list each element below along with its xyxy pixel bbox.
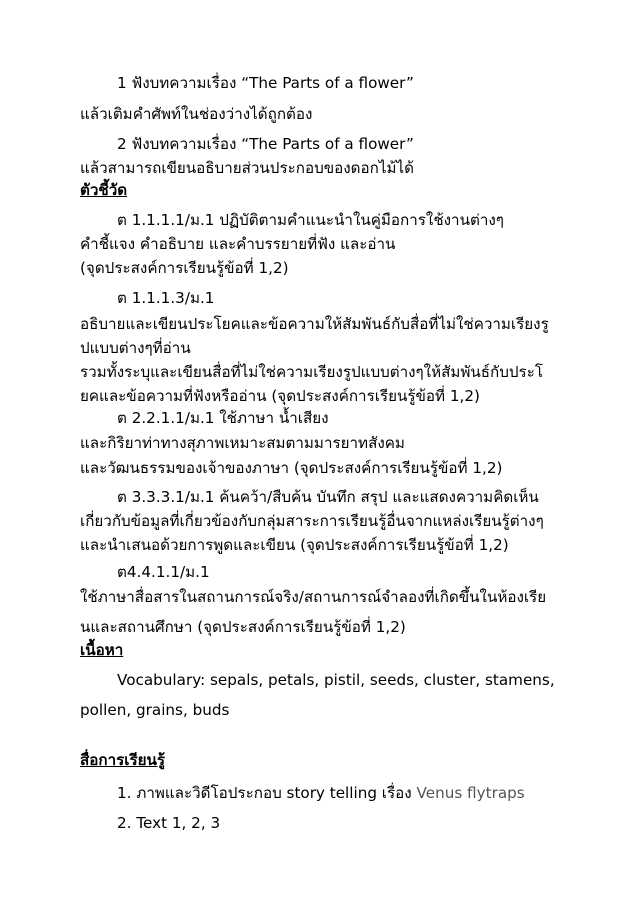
content-heading: เนื้อหา: [80, 641, 124, 659]
indicator-1-line-2: คำชี้แจง คำอธิบาย และคำบรรยายที่ฟัง และอ่าน: [80, 235, 396, 253]
objective-1-line-2: แล้วเติมคำศัพท์ในช่องว่างได้ถูกต้อง: [80, 105, 313, 123]
indicator-4-line-3: และนำเสนอด้วยการพูดและเขียน (จุดประสงค์การเรียนรู้ข้อที่ 1,2): [80, 536, 509, 554]
indicator-1-line-3: (จุดประสงค์การเรียนรู้ข้อที่ 1,2): [80, 259, 289, 277]
vocabulary-line-1: Vocabulary: sepals, petals, pistil, seeds, cluster, stamens,: [117, 671, 555, 689]
indicator-1-line-1: ต 1.1.1.1/ม.1 ปฏิบัติตามคำแนะนำในคู่มือการใช้งานต่างๆ: [117, 211, 504, 229]
indicator-2-line-3: ปแบบต่างๆที่อ่าน: [80, 339, 191, 357]
indicator-2-line-4: รวมทั้งระบุและเขียนสื่อที่ไม่ใช่ความเรียงรูปแบบต่างๆให้สัมพันธ์กับประโ: [80, 363, 544, 381]
indicator-2-line-2: อธิบายและเขียนประโยคและข้อความให้สัมพันธ์กับสื่อที่ไม่ใช่ความเรียงรู: [80, 315, 549, 333]
indicator-5-line-2: ใช้ภาษาสื่อสารในสถานการณ์จริง/สถานการณ์จำลองที่เกิดขึ้นในห้องเรีย: [80, 588, 547, 606]
objective-2-line-1: 2 ฟังบทความเรื่อง “The Parts of a flower”: [117, 135, 414, 153]
vocabulary-line-2: pollen, grains, buds: [80, 701, 230, 719]
media-item-2: [117, 813, 220, 833]
indicator-4-line-2: เกี่ยวกับข้อมูลที่เกี่ยวข้องกับกลุ่มสาระการเรียนรู้อื่นจากแหล่งเรียนรู้ต่างๆ: [80, 512, 544, 530]
indicator-2-line-5: ยคและข้อความที่ฟังหรืออ่าน (จุดประสงค์การเรียนรู้ข้อที่ 1,2): [80, 387, 480, 405]
media-heading: สื่อการเรียนรู้: [80, 751, 166, 769]
indicator-5-line-1: ต4.4.1.1/ม.1: [117, 563, 210, 581]
indicator-3-line-3: และวัฒนธรรมของเจ้าของภาษา (จุดประสงค์การเรียนรู้ข้อที่ 1,2): [80, 459, 503, 477]
indicator-4-line-1: ต 3.3.3.1/ม.1 ค้นคว้า/สืบค้น บันทึก สรุป และแสดงความคิดเห็น: [117, 488, 539, 506]
media-item-1: [117, 783, 525, 803]
indicator-2-line-1: ต 1.1.1.3/ม.1: [117, 289, 215, 307]
media-item-1-text: 1. ภาพและวิดีโอประกอบ story telling เรื่อง: [117, 784, 417, 802]
media-item-2-text: 2. Text 1, 2, 3: [117, 814, 221, 832]
media-item-1-highlight: Venus flytraps: [416, 784, 525, 802]
indicator-3-line-2: และกิริยาท่าทางสุภาพเหมาะสมตามมารยาทสังคม: [80, 434, 405, 452]
indicator-5-line-3: นและสถานศึกษา (จุดประสงค์การเรียนรู้ข้อที่ 1,2): [80, 618, 406, 636]
indicators-heading: ตัวชี้วัด: [80, 181, 128, 199]
objective-2-line-2: แล้วสามารถเขียนอธิบายส่วนประกอบของดอกไม้ได้: [80, 159, 414, 177]
objective-1-line-1: 1 ฟังบทความเรื่อง “The Parts of a flower”: [117, 74, 414, 92]
indicator-3-line-1: ต 2.2.1.1/ม.1 ใช้ภาษา น้ำเสียง: [117, 409, 329, 427]
